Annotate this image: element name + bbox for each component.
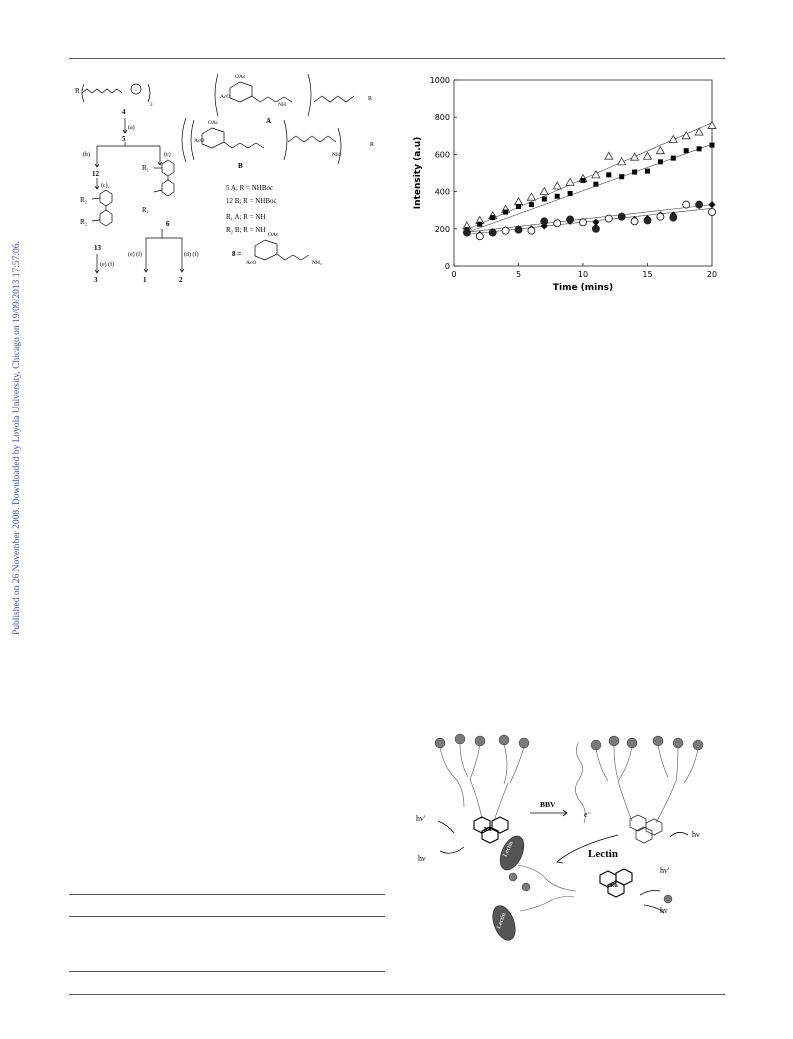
square-point xyxy=(671,156,676,161)
triangle-point xyxy=(669,136,677,143)
scheme-r2-upper: R₂ xyxy=(80,196,88,204)
intensity-chart-svg xyxy=(408,66,728,306)
circle-point xyxy=(709,209,716,216)
x-tick-label: 0 xyxy=(451,270,457,279)
x-tick-label: 5 xyxy=(515,270,522,279)
circle-point xyxy=(618,213,625,220)
square-point xyxy=(619,174,624,179)
circle-point xyxy=(528,227,535,234)
x-tick-label: 15 xyxy=(642,270,653,279)
ru-label-bottom: Ru xyxy=(610,883,618,889)
square-point xyxy=(542,197,547,202)
lectin-sensing-figure xyxy=(408,723,728,958)
triangle-point xyxy=(656,147,664,154)
y-tick-label: 600 xyxy=(434,150,450,160)
triangle-point xyxy=(515,198,523,205)
circle-point xyxy=(567,216,574,223)
square-point xyxy=(658,159,663,164)
triangle-point xyxy=(631,153,639,160)
hv-prime-left: hν′ xyxy=(416,814,426,823)
scheme-nh2-8: NH₂ xyxy=(312,260,322,266)
lectin-tag-upper: Lectin xyxy=(502,840,515,858)
square-point xyxy=(645,169,650,174)
circle-point xyxy=(463,229,470,236)
y-tick-label: 800 xyxy=(434,113,450,123)
triangle-point xyxy=(618,158,626,165)
square-point xyxy=(593,182,598,187)
scheme-oac-b: OAc xyxy=(208,120,219,126)
compound-2-label: 2 xyxy=(179,276,183,284)
scheme-aco-a: AcO xyxy=(220,94,231,100)
step-c2-label: (c), xyxy=(101,183,110,189)
circle-point xyxy=(670,214,677,221)
lectin-figure-svg xyxy=(408,723,728,958)
legend-r2: R₂ B; R = NH xyxy=(226,226,266,234)
compound-12-label: 12 xyxy=(92,170,99,178)
diamond-point xyxy=(709,201,716,208)
compound-13-label: 13 xyxy=(94,244,101,252)
triangle-point xyxy=(708,122,716,129)
circle-point xyxy=(580,219,587,226)
hv-bottom: hν xyxy=(660,906,668,915)
step-c-label: (c) xyxy=(164,152,171,158)
scheme-r1-upper: R₁ xyxy=(142,164,150,172)
x-tick-label: 20 xyxy=(706,270,718,279)
scheme-r-b: R xyxy=(370,142,375,148)
step-b-label: (b) xyxy=(83,152,90,158)
circle-point xyxy=(515,226,522,233)
table-rule-bottom xyxy=(69,971,385,972)
diamond-point xyxy=(592,219,599,226)
circle-point xyxy=(592,225,599,232)
table-rule-mid xyxy=(69,916,385,917)
electron-label: e⁻ xyxy=(584,810,592,819)
step-ef-mid-label: (e) (f) xyxy=(128,252,143,258)
circle-point xyxy=(696,201,703,208)
square-point xyxy=(684,148,689,153)
glycoside-b-label: B xyxy=(238,162,243,170)
scheme-svg xyxy=(70,66,390,291)
circle-point xyxy=(605,215,612,222)
step-a-label: (a) xyxy=(128,125,135,131)
scheme-oac-a: OAc xyxy=(235,74,246,80)
synthesis-scheme xyxy=(70,66,390,291)
step-ef-left-label: (e) (f) xyxy=(100,262,115,268)
scheme-nh-a: NH xyxy=(278,102,286,108)
triangle-point xyxy=(644,152,652,159)
lectin-tag-lower: Lectin xyxy=(496,912,508,930)
triangle-point xyxy=(566,178,574,185)
scheme-aco-b: AcO xyxy=(194,138,205,144)
circle-point xyxy=(554,220,561,227)
square-point xyxy=(568,191,573,196)
download-note xyxy=(2,185,22,635)
y-tick-label: 1000 xyxy=(429,76,450,85)
bbv-label: BBV xyxy=(540,800,556,809)
square-point xyxy=(710,143,715,148)
x-tick-label: 10 xyxy=(577,270,589,279)
scheme-oac-8: OAc xyxy=(268,232,279,238)
circle-point xyxy=(644,217,651,224)
square-point xyxy=(516,204,521,209)
y-tick-label: 200 xyxy=(434,224,450,234)
ru-label-top: Ru xyxy=(484,827,492,833)
compound-1-label: 1 xyxy=(143,276,147,284)
square-point xyxy=(477,222,482,227)
circle-point xyxy=(489,229,496,236)
legend-r1: R₁ A; R = NH xyxy=(226,213,266,221)
legend-8: 8 = xyxy=(232,250,242,258)
table-rule-top xyxy=(69,894,385,895)
circle-point xyxy=(476,233,483,240)
compound-3-label: 3 xyxy=(94,276,98,284)
triangle-point xyxy=(527,193,535,200)
hv-right: hν xyxy=(692,830,700,839)
footer-rule xyxy=(69,994,725,995)
lectin-label: Lectin xyxy=(588,848,618,860)
intensity-chart xyxy=(408,66,728,306)
square-point xyxy=(529,202,534,207)
scheme-nh-b: NH xyxy=(332,152,340,158)
step-df-label: (d) (f) xyxy=(184,252,199,258)
circle-point xyxy=(657,213,664,220)
compound-6-label: 6 xyxy=(166,220,170,228)
square-point xyxy=(581,178,586,183)
triangle-point xyxy=(540,188,548,195)
circle-point xyxy=(631,218,638,225)
y-tick-label: 0 xyxy=(444,262,450,271)
scheme-sub3: 3 xyxy=(150,103,153,108)
square-point xyxy=(503,210,508,215)
download-note-text: Published on 26 November 2008. Downloaded by Loyola University, Chicago on 19/09/2013 17:57:06. xyxy=(12,241,22,635)
chart-x-axis-label: Time (mins) xyxy=(552,283,614,293)
scheme-r-4: R xyxy=(75,87,80,95)
scheme-aco-8: AcO xyxy=(246,260,257,266)
compound-5-label: 5 xyxy=(122,135,126,143)
square-point xyxy=(555,194,560,199)
legend-12: 12 B; R = NHBoc xyxy=(226,197,277,205)
header-rule xyxy=(69,58,725,59)
square-point xyxy=(697,146,702,151)
scheme-r2-lower: R₂ xyxy=(80,218,88,226)
triangle-point xyxy=(553,182,561,189)
circle-point xyxy=(541,218,548,225)
y-tick-label: 400 xyxy=(434,187,450,197)
chart-y-axis-label: Intensity (a.u) xyxy=(413,136,423,210)
hv-left: hν xyxy=(418,854,426,863)
square-point xyxy=(632,170,637,175)
glycoside-a-label: A xyxy=(266,117,272,125)
square-point xyxy=(606,172,611,177)
hv-prime-bottom: hν′ xyxy=(660,866,670,875)
circle-point xyxy=(683,201,690,208)
triangle-point xyxy=(605,152,613,159)
circle-point xyxy=(502,227,509,234)
triangle-point xyxy=(695,128,703,135)
scheme-r1-lower: R₁ xyxy=(142,206,150,214)
legend-5: 5 A; R = NHBoc xyxy=(226,184,274,192)
compound-4-label: 4 xyxy=(122,108,126,116)
plot-frame xyxy=(454,80,712,266)
square-point xyxy=(490,215,495,220)
scheme-r-a: R xyxy=(368,96,373,102)
